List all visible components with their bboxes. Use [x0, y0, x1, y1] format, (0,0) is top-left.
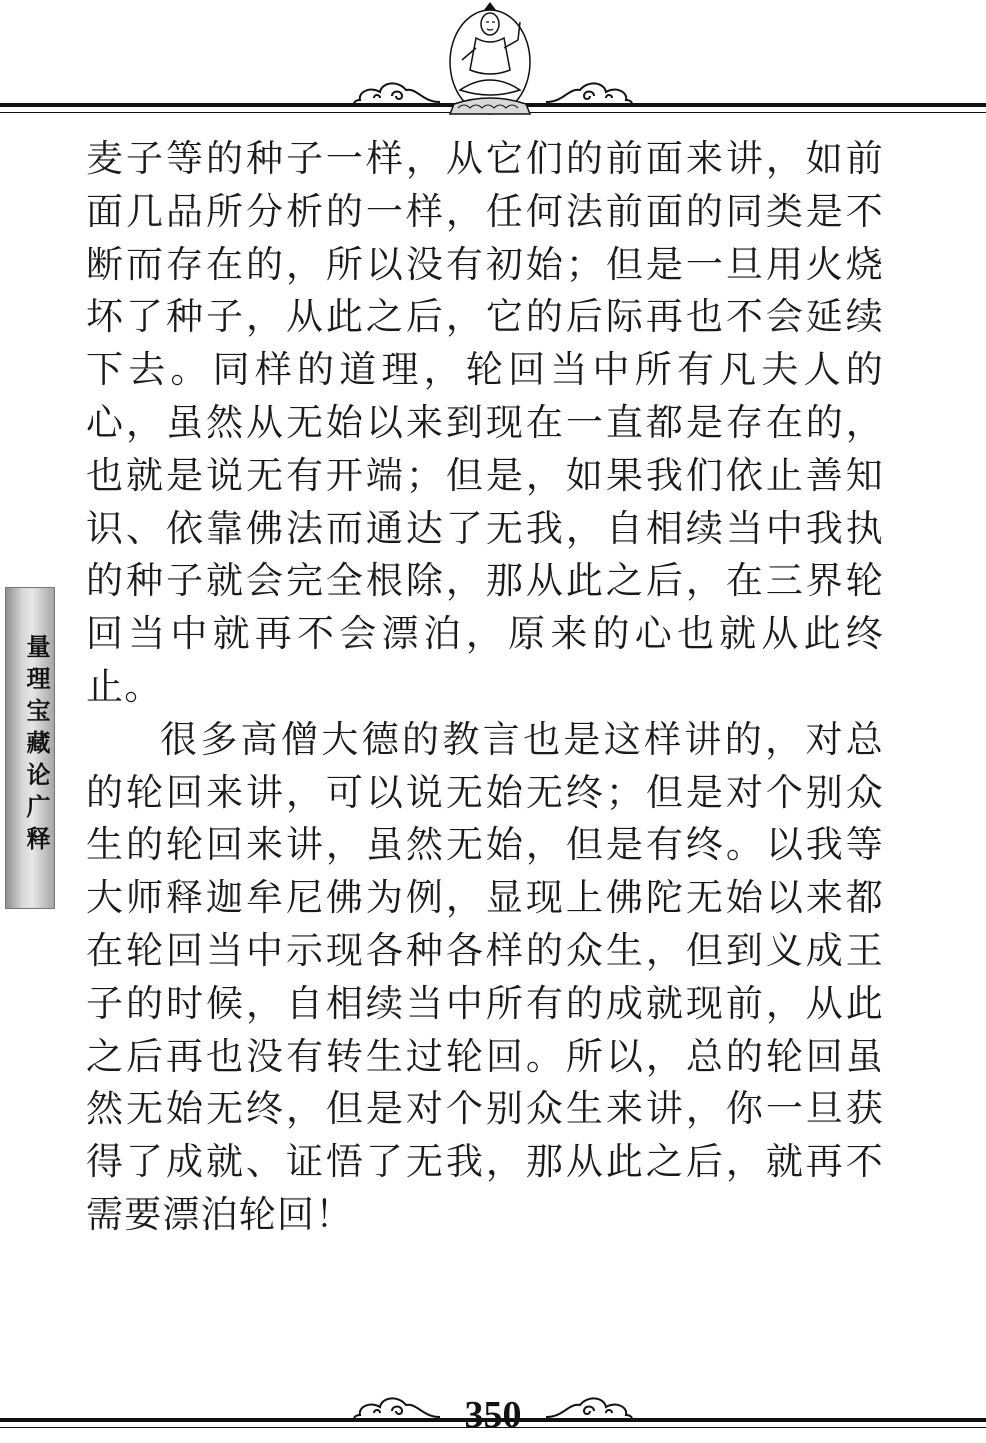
body-text: [86, 133, 884, 1242]
cloud-ornament-left-icon: [352, 78, 442, 106]
deity-figure-icon: [440, 0, 540, 118]
cloud-ornament-right-icon: [544, 78, 634, 106]
book-title: 量理宝藏论广释: [22, 634, 50, 858]
paragraph: 麦子等的种子一样，从它们的前面来讲，如前面几品所分析的一样，任何法前面的同类是不断而存在的，所以没有初始；但是一旦用火烧坏了种子，从此之后，它的后际再也不会延续下去。同样的道理，轮回当中所有凡夫人的心，虽然从无始以来到现在一直都是存在的，也就是说无有开端；但是，如果我们依止善知识、依靠佛法而通达了无我，自相续当中我执的种子就会完全根除，那从此之后，在三界轮回当中就再不会漂泊，原来的心也就从此终止。: [86, 137, 884, 708]
side-tab: [5, 587, 55, 909]
paragraph: 很多高僧大德的教言也是这样讲的，对总的轮回来讲，可以说无始无终；但是对个别众生的轮回来讲，虽然无始，但是有终。以我等大师释迦牟尼佛为例，显现上佛陀无始以来都在轮回当中示现各种各样的众生，但到义成王子的时候，自相续当中所有的成就现前，从此之后再也没有转生过轮回。所以，总的轮回虽然无始无终，但是对个别众生来讲，你一旦获得了成就、证悟了无我，那从此之后，就再不需要漂泊轮回！: [86, 717, 884, 1236]
page-number: 350: [464, 1394, 522, 1436]
